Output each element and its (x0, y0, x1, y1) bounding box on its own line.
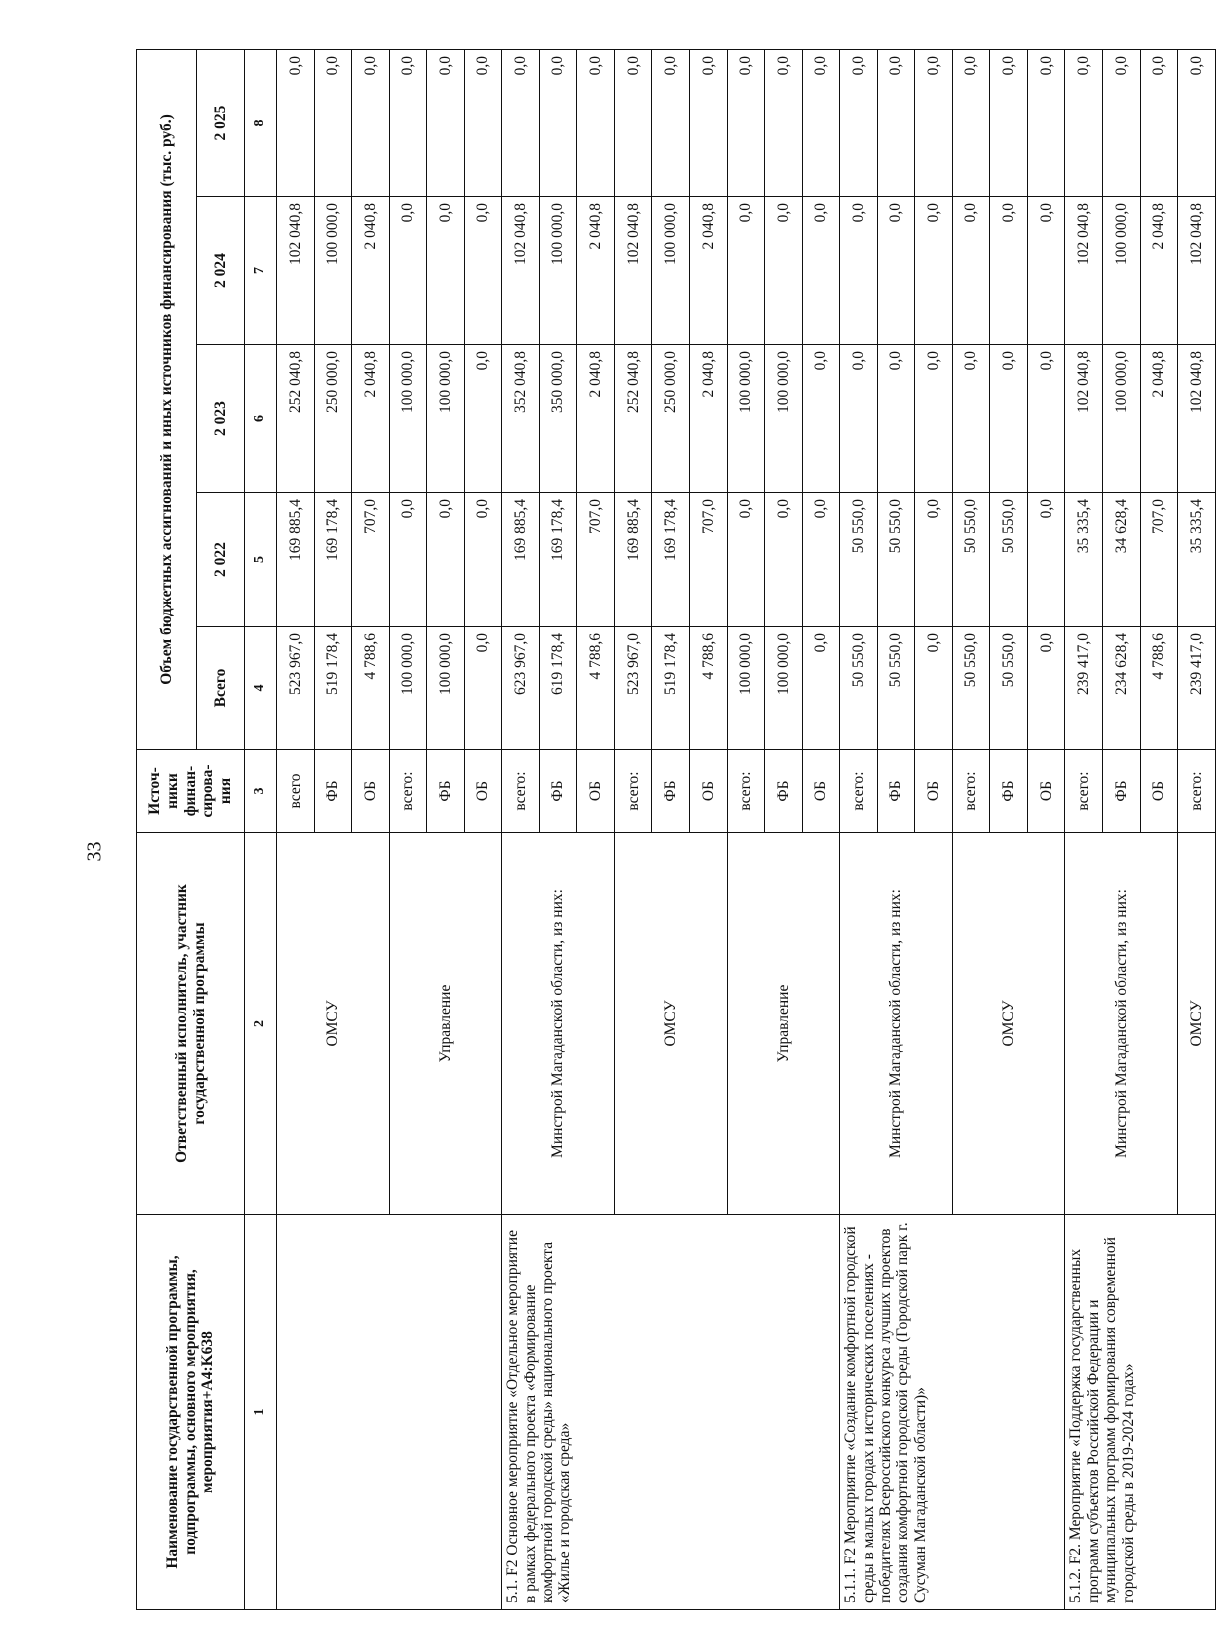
header-executor: Ответственный исполнитель, участник государственной программы (137, 833, 245, 1215)
amount-cell: 0,0 (1027, 493, 1065, 627)
amount-cell: 0,0 (502, 49, 540, 196)
source-cell: всего: (727, 750, 765, 833)
source-cell: ОБ (690, 750, 728, 833)
amount-cell: 0,0 (389, 493, 427, 627)
amount-cell: 350 000,0 (539, 345, 577, 493)
program-name-cell: 5.1. F2 Основное мероприятие «Отдельное мероприятие в рамках федерального проекта «Формирование комфортной городской среды» национального проекта «Жилье и городская среда» (502, 1215, 840, 1610)
amount-cell: 0,0 (464, 197, 502, 345)
amount-cell: 100 000,0 (427, 627, 465, 750)
amount-cell: 0,0 (877, 49, 915, 196)
amount-cell: 50 550,0 (990, 493, 1028, 627)
amount-cell: 102 040,8 (1178, 345, 1216, 493)
amount-cell: 0,0 (614, 49, 652, 196)
source-cell: ФБ (765, 750, 803, 833)
amount-cell: 0,0 (915, 197, 953, 345)
amount-cell: 250 000,0 (652, 345, 690, 493)
source-cell: ФБ (652, 750, 690, 833)
amount-cell: 0,0 (952, 197, 990, 345)
amount-cell: 2 040,8 (1140, 197, 1178, 345)
amount-cell: 0,0 (389, 197, 427, 345)
amount-cell: 707,0 (690, 493, 728, 627)
amount-cell: 0,0 (690, 49, 728, 196)
column-number: 1 (245, 1215, 277, 1610)
column-number: 4 (245, 627, 277, 750)
amount-cell: 0,0 (802, 345, 840, 493)
source-cell: ОБ (1140, 750, 1178, 833)
amount-cell: 0,0 (915, 493, 953, 627)
source-cell: всего: (840, 750, 878, 833)
amount-cell: 100 000,0 (765, 627, 803, 750)
amount-cell: 0,0 (877, 345, 915, 493)
amount-cell: 0,0 (840, 197, 878, 345)
amount-cell: 523 967,0 (277, 627, 315, 750)
executor-cell: Минстрой Магаданской области, из них: (502, 833, 615, 1215)
header-funding-group: Объем бюджетных ассигнований и иных источников финансирования (тыс. руб.) (137, 49, 197, 749)
amount-cell: 100 000,0 (314, 197, 352, 345)
amount-cell: 102 040,8 (1065, 345, 1103, 493)
program-name-cell: 5.1.2. F2. Мероприятие «Поддержка государственных программ субъектов Российской Федерации и муниципальных программ формирования современной городской среды в 2019-2024 годах» (1065, 1215, 1216, 1610)
amount-cell: 4 788,6 (352, 627, 390, 750)
amount-cell: 0,0 (1140, 49, 1178, 196)
amount-cell: 0,0 (1027, 345, 1065, 493)
amount-cell: 102 040,8 (614, 197, 652, 345)
column-number: 6 (245, 345, 277, 493)
source-cell: всего (277, 750, 315, 833)
amount-cell: 0,0 (427, 493, 465, 627)
amount-cell: 0,0 (802, 49, 840, 196)
column-number: 7 (245, 197, 277, 345)
amount-cell: 50 550,0 (877, 627, 915, 750)
amount-cell: 0,0 (727, 493, 765, 627)
source-cell: ФБ (1103, 750, 1141, 833)
source-cell: ФБ (539, 750, 577, 833)
amount-cell: 0,0 (1103, 49, 1141, 196)
amount-cell: 519 178,4 (652, 627, 690, 750)
amount-cell: 102 040,8 (1178, 197, 1216, 345)
rotated-page (136, 50, 1216, 1610)
amount-cell: 169 885,4 (277, 493, 315, 627)
amount-cell: 0,0 (765, 493, 803, 627)
source-cell: всего: (952, 750, 990, 833)
source-cell: всего: (1178, 750, 1216, 833)
amount-cell: 100 000,0 (727, 345, 765, 493)
amount-cell: 0,0 (464, 493, 502, 627)
amount-cell: 0,0 (389, 49, 427, 196)
page-number: 33 (83, 841, 106, 862)
amount-cell: 0,0 (1065, 49, 1103, 196)
source-cell: ОБ (915, 750, 953, 833)
amount-cell: 2 040,8 (690, 197, 728, 345)
executor-cell: Минстрой Магаданской области, из них: (840, 833, 953, 1215)
executor-cell: ОМСУ (277, 833, 390, 1215)
amount-cell: 2 040,8 (577, 197, 615, 345)
source-cell: ФБ (877, 750, 915, 833)
amount-cell: 34 628,4 (1103, 493, 1141, 627)
amount-cell: 169 178,4 (314, 493, 352, 627)
amount-cell: 523 967,0 (614, 627, 652, 750)
header-year: 2 022 (197, 493, 245, 627)
executor-cell: Управление (389, 833, 502, 1215)
amount-cell: 169 885,4 (502, 493, 540, 627)
amount-cell: 0,0 (464, 49, 502, 196)
amount-cell: 0,0 (314, 49, 352, 196)
header-year: 2 025 (197, 49, 245, 196)
header-year: 2 023 (197, 345, 245, 493)
source-cell: ФБ (314, 750, 352, 833)
amount-cell: 35 335,4 (1178, 493, 1216, 627)
program-name-cell (277, 1215, 502, 1610)
amount-cell: 50 550,0 (840, 493, 878, 627)
amount-cell: 0,0 (915, 627, 953, 750)
amount-cell: 2 040,8 (690, 345, 728, 493)
source-cell: ФБ (990, 750, 1028, 833)
header-source: Источ-ники финан-сирова-ния (137, 750, 245, 833)
amount-cell: 0,0 (802, 627, 840, 750)
executor-cell: ОМСУ (614, 833, 727, 1215)
amount-cell: 50 550,0 (877, 493, 915, 627)
amount-cell: 623 967,0 (502, 627, 540, 750)
amount-cell: 50 550,0 (990, 627, 1028, 750)
source-cell: всего: (502, 750, 540, 833)
amount-cell: 239 417,0 (1178, 627, 1216, 750)
amount-cell: 50 550,0 (952, 493, 990, 627)
amount-cell: 0,0 (915, 345, 953, 493)
amount-cell: 2 040,8 (1140, 345, 1178, 493)
amount-cell: 169 178,4 (539, 493, 577, 627)
amount-cell: 102 040,8 (502, 197, 540, 345)
amount-cell: 0,0 (1027, 197, 1065, 345)
amount-cell: 0,0 (840, 49, 878, 196)
amount-cell: 0,0 (727, 197, 765, 345)
amount-cell: 352 040,8 (502, 345, 540, 493)
amount-cell: 102 040,8 (277, 197, 315, 345)
header-name: Наименование государственной программы, подпрограммы, основного мероприятия, мероприятия+A4:K638 (137, 1215, 245, 1610)
source-cell: ОБ (1027, 750, 1065, 833)
column-number: 5 (245, 493, 277, 627)
amount-cell: 252 040,8 (277, 345, 315, 493)
amount-cell: 0,0 (652, 49, 690, 196)
header-total: Всего (197, 627, 245, 750)
amount-cell: 100 000,0 (389, 345, 427, 493)
source-cell: всего: (1065, 750, 1103, 833)
source-cell: ОБ (464, 750, 502, 833)
amount-cell: 100 000,0 (765, 345, 803, 493)
amount-cell: 0,0 (990, 345, 1028, 493)
amount-cell: 0,0 (877, 197, 915, 345)
amount-cell: 234 628,4 (1103, 627, 1141, 750)
amount-cell: 0,0 (277, 49, 315, 196)
amount-cell: 0,0 (352, 49, 390, 196)
amount-cell: 2 040,8 (577, 345, 615, 493)
amount-cell: 0,0 (727, 49, 765, 196)
amount-cell: 0,0 (539, 49, 577, 196)
amount-cell: 0,0 (427, 49, 465, 196)
amount-cell: 0,0 (990, 197, 1028, 345)
source-cell: ОБ (802, 750, 840, 833)
amount-cell: 0,0 (915, 49, 953, 196)
amount-cell: 0,0 (952, 345, 990, 493)
source-cell: ОБ (352, 750, 390, 833)
amount-cell: 619 178,4 (539, 627, 577, 750)
amount-cell: 0,0 (577, 49, 615, 196)
amount-cell: 169 885,4 (614, 493, 652, 627)
column-number: 2 (245, 833, 277, 1215)
amount-cell: 100 000,0 (1103, 197, 1141, 345)
amount-cell: 0,0 (990, 49, 1028, 196)
amount-cell: 0,0 (1027, 49, 1065, 196)
amount-cell: 2 040,8 (352, 197, 390, 345)
amount-cell: 169 178,4 (652, 493, 690, 627)
program-name-cell: 5.1.1. F2 Мероприятие «Создание комфортной городской среды в малых городах и исторических поселениях - победителях Всероссийского конкурса лучших проектов создания комфортной городской среды (Городской парк г. Сусуман Магаданской области)» (840, 1215, 1065, 1610)
executor-cell: ОМСУ (1178, 833, 1216, 1215)
amount-cell: 0,0 (840, 345, 878, 493)
amount-cell: 100 000,0 (652, 197, 690, 345)
amount-cell: 4 788,6 (1140, 627, 1178, 750)
amount-cell: 100 000,0 (1103, 345, 1141, 493)
amount-cell: 4 788,6 (577, 627, 615, 750)
amount-cell: 100 000,0 (539, 197, 577, 345)
amount-cell: 0,0 (765, 49, 803, 196)
column-number: 3 (245, 750, 277, 833)
amount-cell: 35 335,4 (1065, 493, 1103, 627)
amount-cell: 2 040,8 (352, 345, 390, 493)
executor-cell: ОМСУ (952, 833, 1065, 1215)
amount-cell: 252 040,8 (614, 345, 652, 493)
amount-cell: 0,0 (952, 49, 990, 196)
amount-cell: 707,0 (1140, 493, 1178, 627)
amount-cell: 4 788,6 (690, 627, 728, 750)
amount-cell: 50 550,0 (840, 627, 878, 750)
source-cell: ФБ (427, 750, 465, 833)
column-number: 8 (245, 49, 277, 196)
amount-cell: 100 000,0 (427, 345, 465, 493)
amount-cell: 102 040,8 (1065, 197, 1103, 345)
amount-cell: 50 550,0 (952, 627, 990, 750)
amount-cell: 0,0 (802, 197, 840, 345)
amount-cell: 100 000,0 (727, 627, 765, 750)
header-year: 2 024 (197, 197, 245, 345)
amount-cell: 250 000,0 (314, 345, 352, 493)
amount-cell: 707,0 (352, 493, 390, 627)
amount-cell: 0,0 (765, 197, 803, 345)
amount-cell: 707,0 (577, 493, 615, 627)
amount-cell: 0,0 (1178, 49, 1216, 196)
amount-cell: 100 000,0 (389, 627, 427, 750)
source-cell: всего: (614, 750, 652, 833)
source-cell: ОБ (577, 750, 615, 833)
amount-cell: 0,0 (802, 493, 840, 627)
amount-cell: 0,0 (1027, 627, 1065, 750)
executor-cell: Минстрой Магаданской области, из них: (1065, 833, 1178, 1215)
amount-cell: 519 178,4 (314, 627, 352, 750)
budget-table (136, 49, 1216, 1610)
amount-cell: 0,0 (464, 627, 502, 750)
amount-cell: 0,0 (427, 197, 465, 345)
amount-cell: 0,0 (464, 345, 502, 493)
source-cell: всего: (389, 750, 427, 833)
executor-cell: Управление (727, 833, 840, 1215)
amount-cell: 239 417,0 (1065, 627, 1103, 750)
